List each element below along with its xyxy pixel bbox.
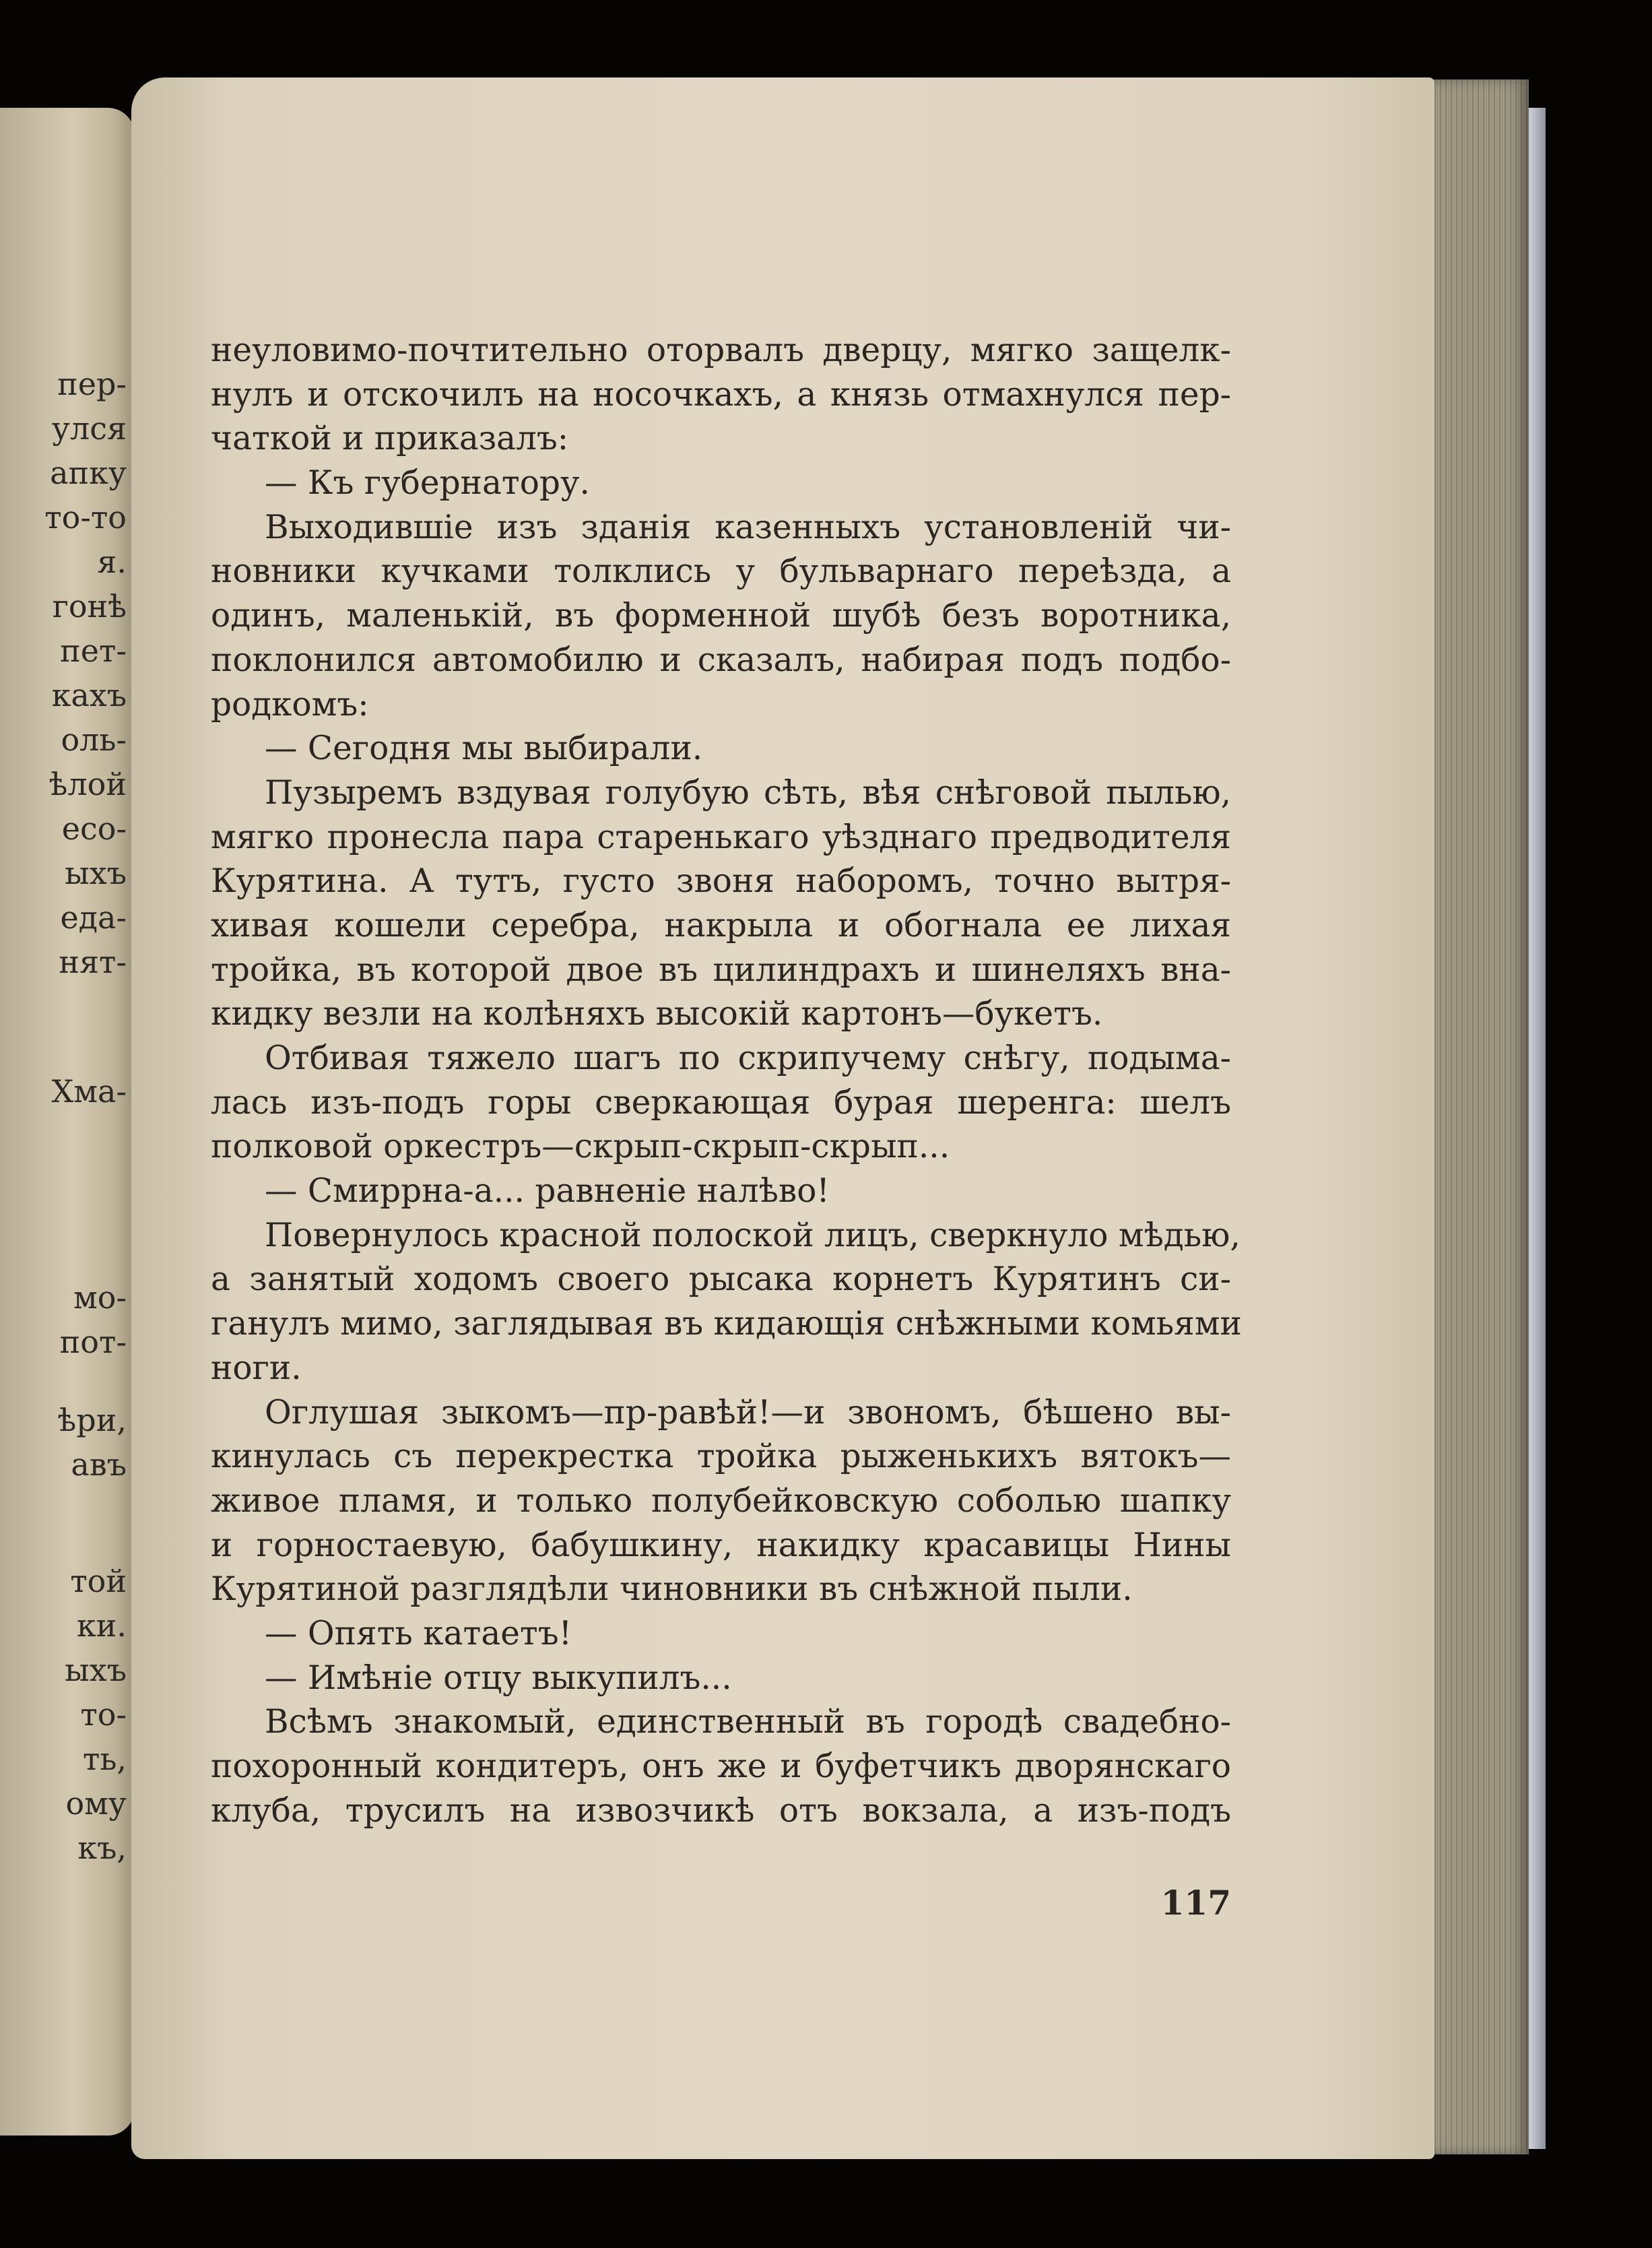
text-line: Повернулось красной полоской лицъ, сверкнуло мѣдью,: [265, 1216, 1241, 1254]
text-line: мягко пронесла пара старенькаго уѣзднаго предводителя: [211, 818, 1231, 856]
left-fragment: ѣри,: [57, 1402, 127, 1438]
left-fragment: ѣлой: [48, 766, 127, 802]
text-line: — Смиррна-а... равненіе налѣво!: [265, 1172, 830, 1211]
left-fragment: еда-: [60, 899, 127, 936]
left-fragment: ть,: [82, 1741, 127, 1777]
left-fragment: той: [70, 1563, 127, 1599]
text-line: живое пламя, и только полубейковскую соболью шапку: [211, 1481, 1231, 1520]
left-fragment: гонѣ: [52, 588, 127, 624]
text-line: и горностаевую, бабушкину, накидку красавицы Нины: [211, 1526, 1231, 1564]
text-line: кидку везли на колѣняхъ высокій картонъ—букетъ.: [211, 995, 1103, 1033]
left-fragment: я.: [97, 544, 127, 580]
text-line: Оглушая зыкомъ—пр-равѣй!—и звономъ, бѣшено вы-: [265, 1393, 1231, 1432]
text-line: Пузыремъ вздувая голубую сѣть, вѣя снѣговой пылью,: [265, 773, 1231, 812]
left-fragment: авъ: [71, 1446, 127, 1483]
left-fragment: ому: [65, 1785, 127, 1822]
text-line: одинъ, маленькій, въ форменной шубѣ безъ воротника,: [211, 597, 1231, 635]
text-line: поклонился автомобилю и сказалъ, набирая подъ подбо-: [211, 641, 1231, 679]
left-fragment: улся: [51, 410, 127, 447]
text-line: нулъ и отскочилъ на носочкахъ, а князь отмахнулся пер-: [211, 375, 1231, 414]
text-line: похоронный кондитеръ, онъ же и буфетчикъ дворянскаго: [211, 1747, 1231, 1785]
text-line: клуба, трусилъ на извозчикѣ отъ вокзала, а изъ-подъ: [211, 1791, 1231, 1830]
left-fragment: мо-: [73, 1279, 127, 1316]
text-line: — Опять катаетъ!: [265, 1614, 572, 1652]
body-text: [211, 329, 1242, 1833]
page-number: 117: [1160, 1883, 1231, 1923]
text-line: чаткой и приказалъ:: [211, 420, 569, 458]
text-line: Курятина. А тутъ, густо звоня наборомъ, точно вытря-: [211, 862, 1231, 901]
text-line: родкомъ:: [211, 685, 369, 724]
text-line: ноги.: [211, 1349, 302, 1387]
text-line: Отбивая тяжело шагъ по скрипучему снѣгу, подыма-: [265, 1039, 1231, 1077]
text-line: хивая кошели серебра, накрыла и обогнала ее лихая: [211, 906, 1231, 944]
left-fragment: то-: [80, 1696, 127, 1733]
left-fragment: апку: [50, 455, 127, 491]
text-line: кинулась съ перекрестка тройка рыженькихъ вятокъ—: [211, 1438, 1231, 1476]
text-line: неуловимо-почтительно оторвалъ дверцу, мягко защелк-: [211, 331, 1231, 369]
text-line: Выходившіе изъ зданія казенныхъ установленій чи-: [265, 508, 1231, 546]
text-line: — Къ губернатору.: [265, 464, 590, 503]
left-page: [0, 108, 135, 2135]
left-fragment: нят-: [59, 944, 127, 980]
left-fragment: то-то: [44, 499, 127, 536]
left-fragment: оль-: [61, 721, 127, 758]
text-line: лась изъ-подъ горы сверкающая бурая шеренга: шелъ: [211, 1083, 1231, 1122]
text-line: полковой оркестръ—скрып-скрып-скрып...: [211, 1128, 950, 1166]
left-fragment: Хма-: [51, 1073, 127, 1110]
left-fragment: ecо-: [61, 810, 127, 847]
text-line: Курятиной разглядѣли чиновники въ снѣжной пыли.: [211, 1570, 1133, 1609]
text-line: а занятый ходомъ своего рысака корнетъ Курятинъ си-: [211, 1260, 1231, 1299]
left-fragment: пет-: [60, 633, 127, 669]
text-line: тройка, въ которой двое въ цилиндрахъ и шинеляхъ вна-: [211, 951, 1231, 989]
page-edges: [1421, 79, 1529, 2154]
left-fragment: кахъ: [51, 677, 127, 713]
left-fragment: ыхъ: [65, 1652, 127, 1688]
text-line: новники кучками толклись у бульварнаго переѣзда, а: [211, 552, 1231, 591]
text-line: — Имѣніе отцу выкупилъ...: [265, 1659, 732, 1697]
left-fragment: ки.: [76, 1607, 127, 1644]
text-line: Всѣмъ знакомый, единственный въ городѣ свадебно-: [265, 1703, 1231, 1741]
left-fragment: ыхъ: [65, 855, 127, 891]
text-line: ганулъ мимо, заглядывая въ кидающія снѣжными комьями: [211, 1305, 1242, 1343]
left-fragment: къ,: [77, 1830, 127, 1866]
text-line: — Сегодня мы выбирали.: [265, 730, 703, 768]
left-fragment: пер-: [57, 366, 127, 402]
left-fragment: пот-: [59, 1324, 127, 1360]
